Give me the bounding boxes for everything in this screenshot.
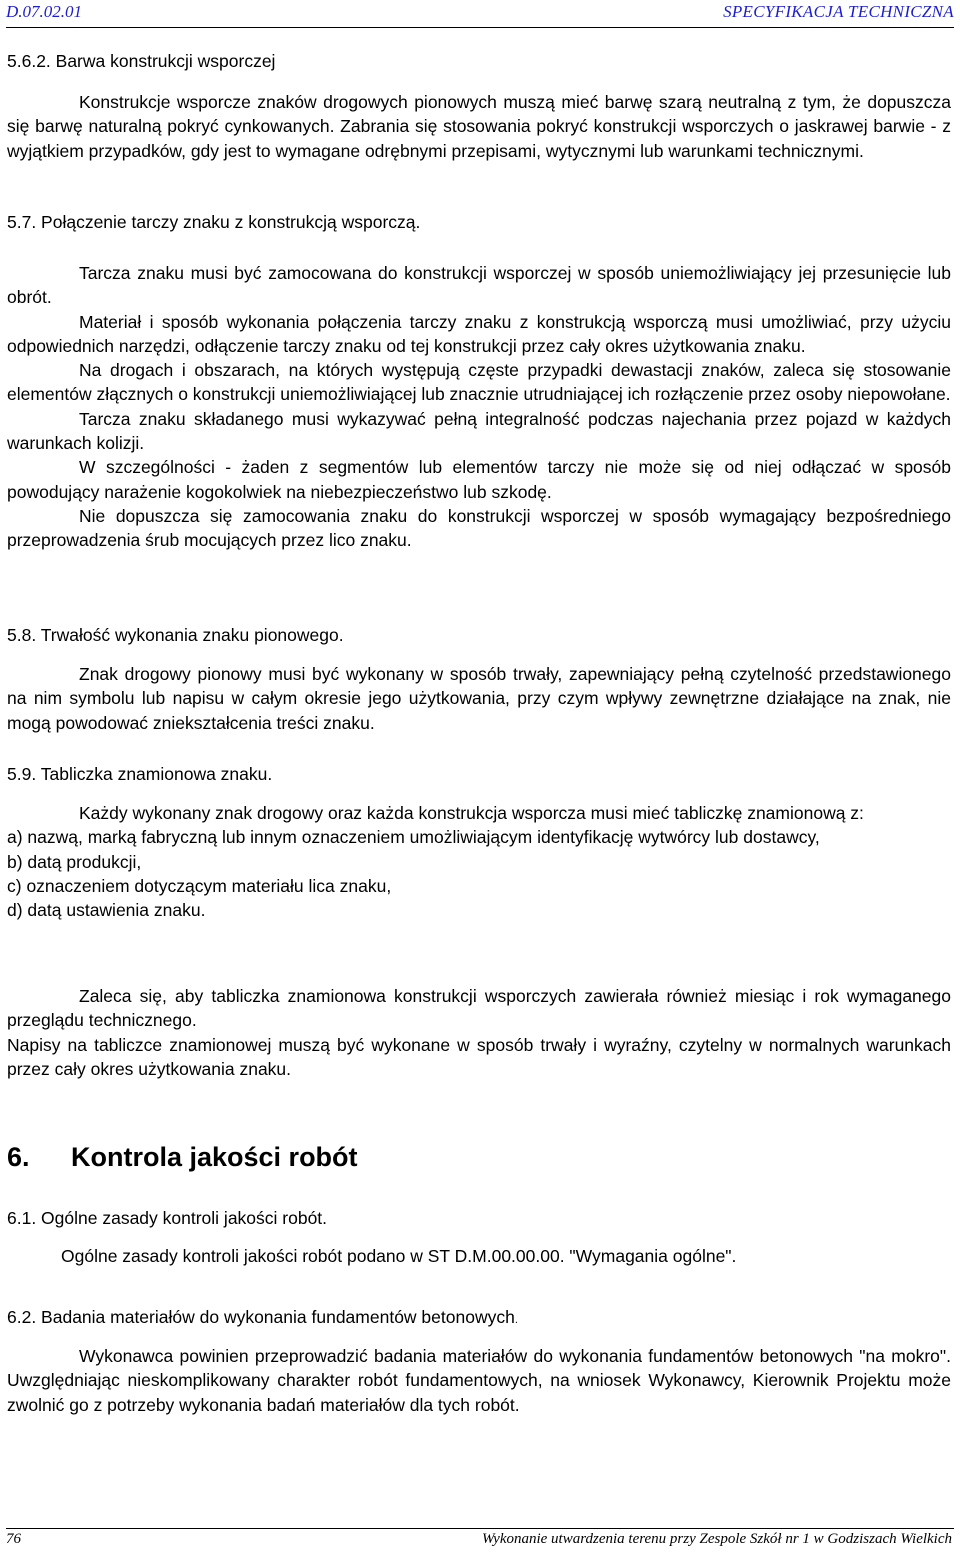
paragraph-5-9-intro: Każdy wykonany znak drogowy oraz każda konstrukcja wsporcza musi mieć tabliczkę znamionową z: — [79, 803, 864, 823]
section-heading-5-6-2: 5.6.2. Barwa konstrukcji wsporczej — [7, 51, 276, 71]
paragraph-5-9-recommend: Zaleca się, aby tabliczka znamionowa konstrukcji wsporczych zawierała również miesiąc i rok wymaganego przeglądu technicznego. — [7, 986, 951, 1031]
paragraph-5-8: Znak drogowy pionowy musi być wykonany w sposób trwały, zapewniający pełną czytelność przedstawionego na nim symbolu lub napisu w całym okresie jego użytkowania, przy czym wpływy zewnętrzne działające na znak, nie mogą powodować zniekształcenia treści znaku. — [7, 664, 951, 733]
section-heading-6-1: 6.1. Ogólne zasady kontroli jakości robót. — [7, 1208, 328, 1228]
document-type: SPECYFIKACJA TECHNICZNA — [723, 2, 954, 21]
chapter-number: 6. — [7, 1142, 30, 1172]
list-item-a: a) nazwą, marką fabryczną lub innym oznaczeniem umożliwiającym identyfikację wytwórcy lub dostawcy, — [7, 827, 820, 848]
list-item-c: c) oznaczeniem dotyczącym materiału lica znaku, — [7, 875, 392, 896]
list-item-b: b) datą produkcji, — [7, 851, 142, 872]
footer-project-title: Wykonanie utwardzenia terenu przy Zespole Szkół nr 1 w Godziszach Wielkich — [482, 1531, 952, 1547]
section-body-5-9-continued — [7, 984, 951, 1081]
section-heading-6-2-text: 6.2. Badania materiałów do wykonania fundamentów betonowych — [7, 1307, 515, 1327]
section-body-5-7 — [7, 261, 951, 553]
section-heading-5-8: 5.8. Trwałość wykonania znaku pionowego. — [7, 625, 344, 645]
paragraph-5-6-2: Konstrukcje wsporcze znaków drogowych pionowych muszą mieć barwę szarą neutralną z tym, że dopuszcza się barwę naturalną pokryć cynkowanych. Zabrania się stosowania pokryć konstrukcji wsporczych o jaskrawej barwie - z wyjątkiem przypadków, gdy jest to wymagane odrębnymi przepisami, wytycznymi lub warunkami technicznymi. — [7, 92, 951, 161]
paragraph-5-7-1: Tarcza znaku musi być zamocowana do konstrukcji wsporczej w sposób uniemożliwiający jej przesunięcie lub obrót. — [7, 263, 951, 308]
paragraph-5-7-4: Tarcza znaku składanego musi wykazywać pełną integralność podczas najechania przez pojazd w każdych warunkach kolizji. — [7, 408, 951, 454]
paragraph-5-7-5: W szczególności - żaden z segmentów lub elementów tarczy nie może się od niej odłączać w sposób powodujący narażenie kogokolwiek na niebezpieczeństwo lub szkodę. — [7, 457, 951, 502]
chapter-title: Kontrola jakości robót — [71, 1142, 358, 1172]
paragraph-5-9-inscriptions: Napisy na tabliczce znamionowej muszą być wykonane w sposób trwały i wyraźny, czytelny w normalnych warunkach przez cały okres użytkowania znaku. — [7, 1034, 951, 1079]
paragraph-5-7-2: Materiał i sposób wykonania połączenia tarczy znaku z konstrukcją wsporczą musi umożliwiać, przy użyciu odpowiednich narzędzi, odłączenie tarczy znaku od tej konstrukcji przez cały okres użytkowania znaku. — [7, 311, 951, 356]
footer-divider — [6, 1528, 954, 1529]
section-heading-5-9: 5.9. Tabliczka znamionowa znaku. — [7, 764, 273, 784]
document-code: D.07.02.01 — [6, 2, 83, 21]
list-item-d: d) datą ustawienia znaku. — [7, 900, 206, 921]
section-body-5-9 — [7, 801, 951, 922]
section-heading-6-2-dot: . — [514, 1314, 518, 1326]
chapter-heading-6 — [7, 1141, 951, 1173]
section-heading-6-2 — [7, 1305, 951, 1332]
paragraph-6-2: Wykonawca powinien przeprowadzić badania materiałów do wykonania fundamentów betonowych "na mokro". Uwzględniając nieskomplikowany charakter robót fundamentowych, na wniosek Wykonawcy, Kierownik Projektu może zwolnić go z potrzeby wykonania badań materiałów dla tych robót. — [7, 1346, 951, 1415]
paragraph-5-7-3: Na drogach i obszarach, na których występują częste przypadki dewastacji znaków, zaleca się stosowanie elementów złącznych o konstrukcji uniemożliwiającej lub znacznie utrudniającej ich rozłączenie przez osoby niepowołane. — [7, 360, 951, 405]
header-divider — [6, 27, 954, 28]
section-heading-5-7: 5.7. Połączenie tarczy znaku z konstrukcją wsporczą. — [7, 212, 421, 232]
paragraph-5-7-6: Nie dopuszcza się zamocowania znaku do konstrukcji wsporczej w sposób wymagający bezpośredniego przeprowadzenia śrub mocujących przez lico znaku. — [7, 505, 951, 551]
paragraph-6-1: Ogólne zasady kontroli jakości robót podano w ST D.M.00.00.00. "Wymagania ogólne". — [61, 1246, 737, 1266]
page-number: 76 — [6, 1531, 21, 1547]
